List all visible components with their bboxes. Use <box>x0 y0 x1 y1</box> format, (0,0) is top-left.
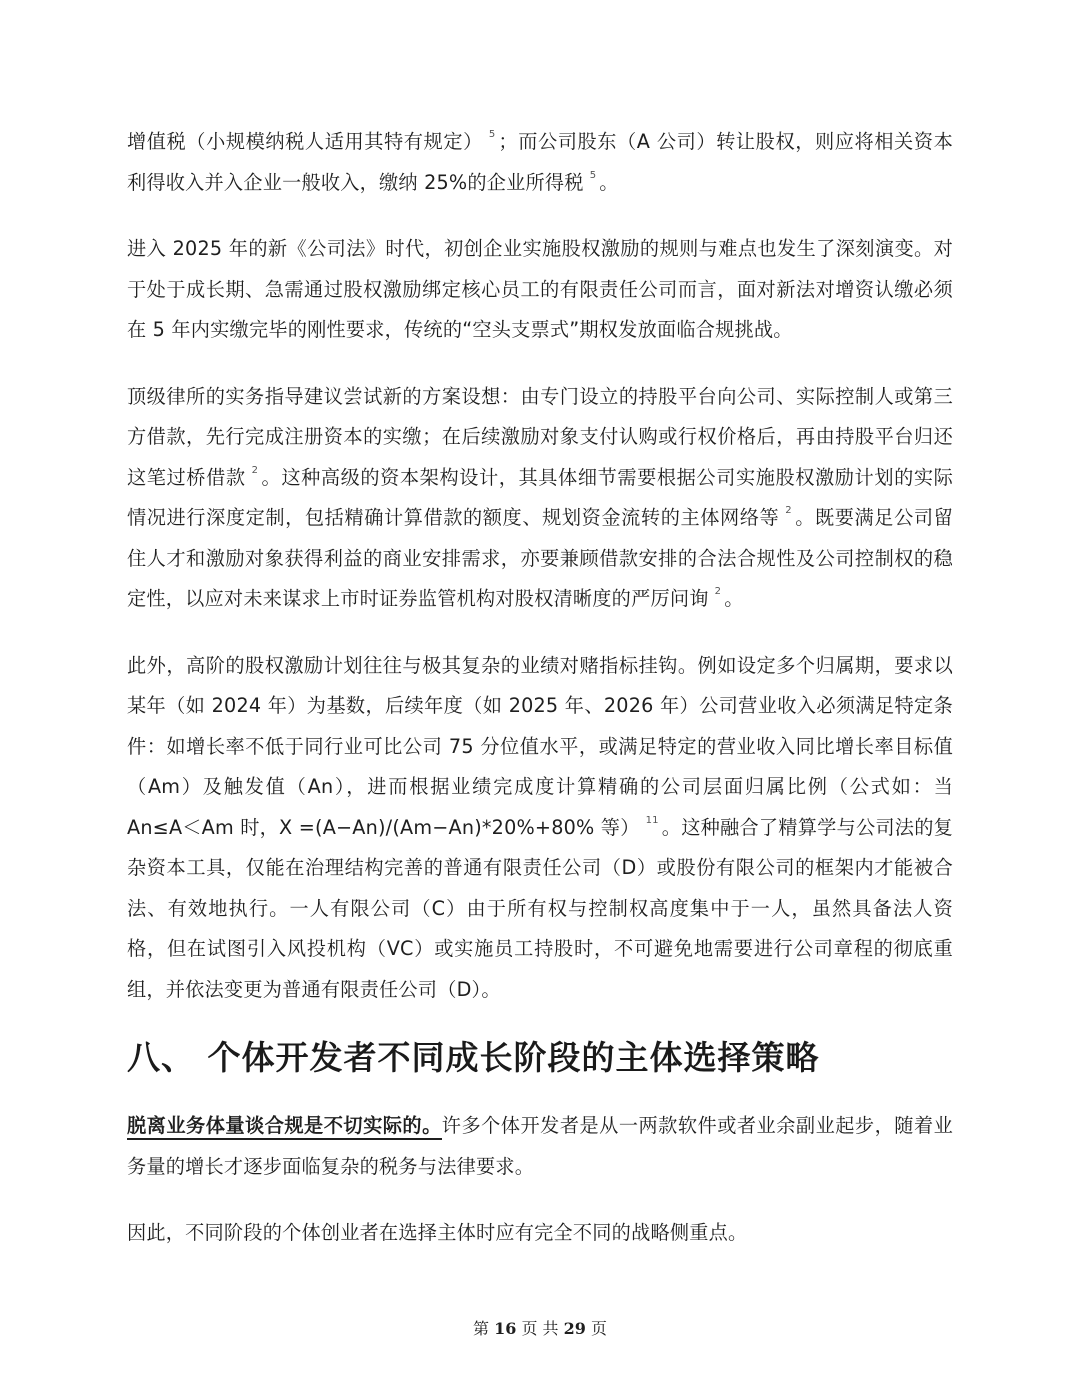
footnote-ref[interactable]: 2 <box>785 505 792 516</box>
page-number: 第 16 页 共 29 页 <box>472 1319 608 1338</box>
footnote-ref[interactable]: 11 <box>645 814 659 826</box>
footnote-ref[interactable]: 5 <box>589 169 597 181</box>
paragraph-compliance-scale: 脱离业务体量谈合规是不切实际的。许多个体开发者是从一两款软件或者业余副业起步，随着业务量的增长才逐步面临复杂的税务与法律要求。 <box>127 1114 954 1178</box>
paragraph-vat: 增值税（小规模纳税人适用其特有规定） $^5$ ；而公司股东（A 公司）转让股权，则应将相关资本利得收入并入企业一般收入，缴纳 25%的企业所得税 $^5$ 。 <box>127 129 953 194</box>
footnote-ref[interactable]: 2 <box>251 464 259 476</box>
footnote-ref[interactable]: 5 <box>488 129 496 140</box>
paragraph-company-law-2025: 进入 2025 年的新《公司法》时代，初创企业实施股权激励的规则与难点也发生了深刻演变。对于处于成长期、急需通过股权激励绑定核心员工的有限责任公司而言，面对新法对增资认缴必须在 5 年内实缴完毕的刚性要求，传统的“空头支票式”期权发放面临合规挑战。 <box>127 237 953 341</box>
section-heading: 八、 个体开发者不同成长阶段的主体选择策略 <box>127 1038 820 1077</box>
document-body <box>127 122 953 1280</box>
footnote-ref[interactable]: 2 <box>714 586 722 597</box>
paragraph-performance-bet: 此外，高阶的股权激励计划往往与极其复杂的业绩对赌指标挂钩。例如设定多个归属期，要求以某年（如 2024 年）为基数，后续年度（如 2025 年、2026 年）公司营业收入必须满足特定条件：如增长率不低于同行业可比公司 75 分位值水平，或满足特定的营业收入同比增长率目标值（Am）及触发值（An），进而根据业绩完成度计算精确的公司层面归属比例（公式如：当 An≤A＜Am 时，X =(A−An)/(Am−An)*20%+80% 等） $^{11}$ 。这种融合了精算学与公司法的复杂资本工具，仅能在治理结构完善的普通有限责任公司（D）或股份有限公司的框架内才能被合法、有效地执行。一人有限公司（C）由于所有权与控制权高度集中于一人，虽然具备法人资格，但在试图引入风投机构（VC）或实施员工持股时，不可避免地需要进行公司章程的彻底重组，并依法变更为普通有限责任公司（D）。 <box>127 653 954 1001</box>
paragraph-bridge-loan: 顶级律所的实务指导建议尝试新的方案设想：由专门设立的持股平台向公司、实际控制人或第三方借款，先行完成注册资本的实缴；在后续激励对象支付认购或行权价格后，再由持股平台归还这笔过桥借款 $^2$ 。这种高级的资本架构设计，其具体细节需要根据公司实施股权激励计划的实际情况进行深度定制，包括精确计算借款的额度、规划资金流转的主体网络等 $^2$ 。既要满足公司留住人才和激励对象获得利益的商业安排需求，亦要兼顾借款安排的合法合规性及公司控制权的稳定性，以应对未来谋求上市时证券监管机构对股权清晰度的严厉问询 $^2$ 。 <box>127 384 954 610</box>
emphasized-lead: 脱离业务体量谈合规是不切实际的。 <box>127 1114 442 1140</box>
paragraph-conclusion: 因此，不同阶段的个体创业者在选择主体时应有完全不同的战略侧重点。 <box>127 1221 748 1244</box>
